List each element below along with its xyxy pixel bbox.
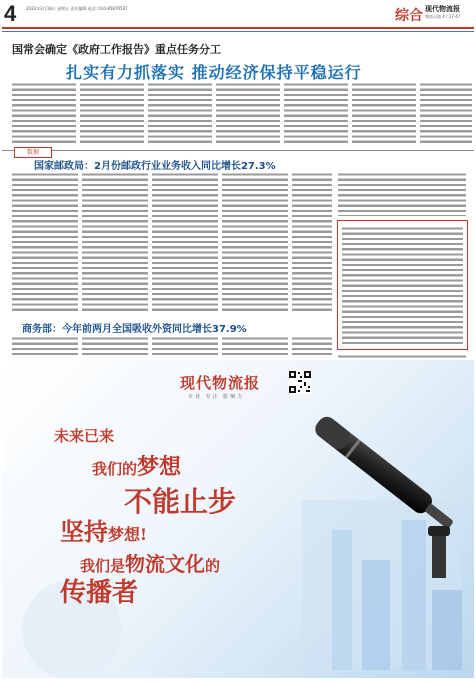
ad-line-5-c: 的 [205, 557, 221, 575]
brand-sub: 物流天地 4 / 17-47 [425, 14, 461, 19]
section-title: 综合 [395, 8, 423, 24]
body-text-col-3 [148, 82, 212, 144]
ad-line-4 [60, 512, 147, 547]
commerce-text-col-4 [222, 336, 288, 356]
ad-logo: 现代物流报 [180, 374, 261, 392]
commerce-text-col-5 [292, 336, 332, 356]
brand-name: 现代物流报 [425, 4, 460, 13]
microphone-icon [252, 380, 472, 580]
ad-line-5-a: 我们是 [80, 557, 126, 575]
commerce-text-col-1 [12, 336, 78, 356]
advertisement [2, 360, 474, 678]
commerce-text-col-2 [82, 336, 148, 356]
side-text-bottom [338, 354, 466, 358]
post-text-col-2 [82, 172, 148, 312]
ad-line-2 [92, 450, 181, 481]
side-text-top [338, 172, 466, 216]
body-text-col-7 [420, 82, 472, 144]
header-rule [2, 27, 474, 29]
page-number: 4 [4, 1, 17, 26]
post-text-col-3 [152, 172, 218, 312]
story-kicker: 国常会确定《政府工作报告》重点任务分工 [12, 43, 221, 56]
commerce-news-title: 商务部：今年前两月全国吸收外资同比增长37.9% [22, 324, 247, 335]
story-headline: 扎实有力抓落实 推动经济保持平稳运行 [66, 63, 362, 82]
ad-line-5-b: 物流文化 [125, 552, 206, 576]
section-divider [2, 150, 474, 151]
body-text-col-5 [284, 82, 348, 144]
post-text-col-1 [12, 172, 78, 312]
data-tag: 数据 [14, 147, 52, 158]
header-rule-blue [2, 31, 474, 32]
ad-line-4-a: 坚持 [60, 517, 108, 546]
ad-line-4-b: 梦想! [108, 525, 148, 544]
ad-line-6: 传播者 [60, 578, 139, 608]
ad-tagline: 专业 专注 影响力 [188, 394, 245, 400]
ad-line-2-b: 梦想 [137, 454, 182, 480]
ad-line-2-a: 我们的 [92, 460, 138, 478]
post-text-col-5 [292, 172, 332, 312]
body-text-col-2 [80, 82, 144, 144]
post-text-col-4 [222, 172, 288, 312]
issue-meta: 2022年3月18日 星期五 责任编辑 电话: 010-85870507 [26, 6, 128, 11]
ad-line-1: 未来已来 [54, 427, 115, 445]
commerce-text-col-3 [152, 336, 218, 356]
body-text-col-4 [216, 82, 280, 144]
ad-line-3: 不能止步 [124, 485, 237, 518]
body-text-col-6 [352, 82, 416, 144]
body-text-col-1 [12, 82, 76, 144]
boxed-article-text [342, 226, 463, 344]
post-news-title: 国家邮政局：2月份邮政行业业务收入同比增长27.3% [34, 161, 276, 172]
